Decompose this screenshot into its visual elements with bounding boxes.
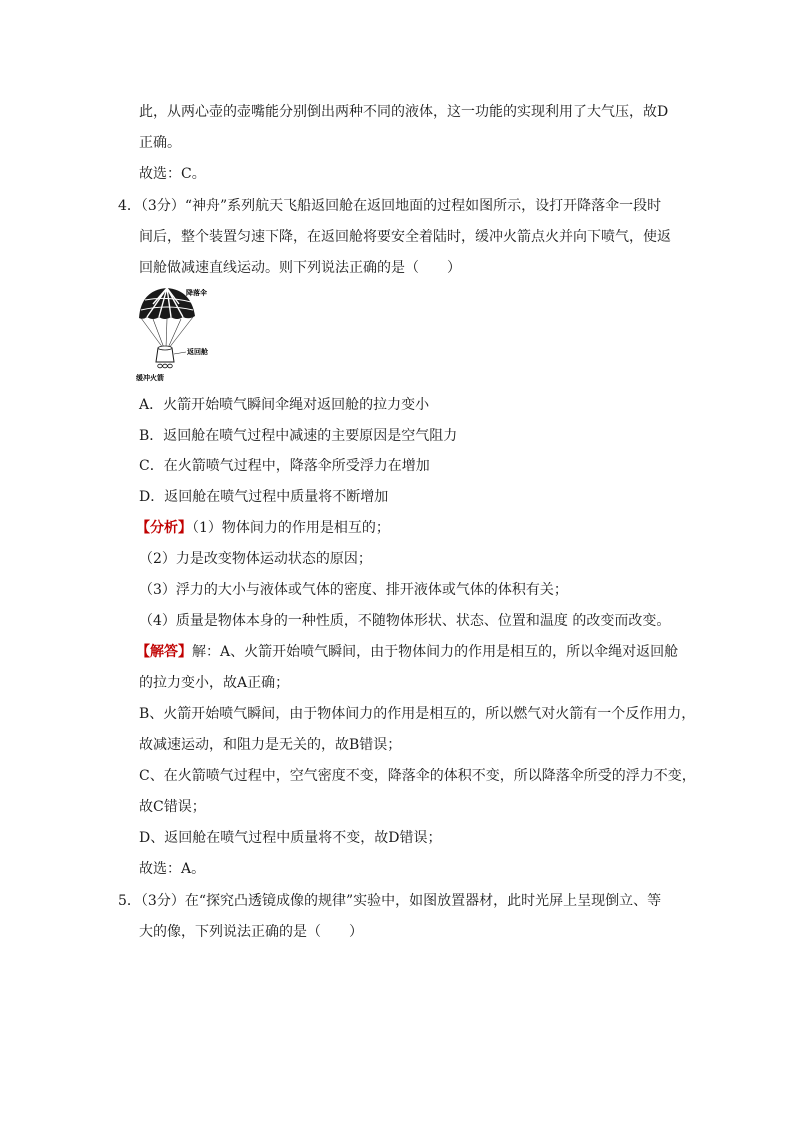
answer-line: 故选：A。 <box>139 861 206 877</box>
rocket-label: 缓冲火箭 <box>136 374 164 382</box>
solution-line: 故减速运动，和阻力是无关的，故B错误； <box>139 737 402 753</box>
solution-line: 的拉力变小，故A正确； <box>139 675 290 691</box>
capsule-illustration <box>156 346 186 368</box>
solution-line: C、在火箭喷气过程中，空气密度不变，降落伞的体积不变，所以降落伞所受的浮力不变， <box>139 768 696 784</box>
solution-line: D、返回舱在喷气过程中质量将不变，故D错误； <box>139 830 442 846</box>
text-line: 正确。 <box>139 135 181 151</box>
solution-line: 故C错误； <box>139 799 206 815</box>
parachute-canopy-illustration <box>139 288 195 348</box>
question-stem: 回舱做减速直线运动。则下列说法正确的是（ ） <box>139 260 461 276</box>
question-stem: 4．（3分）“神舟”系列航天飞船返回舱在返回地面的过程如图所示，设打开降落伞一段时 <box>118 198 662 214</box>
question-stem: 5．（3分）在“探究凸透镜成像的规律”实验中，如图放置器材，此时光屏上呈现倒立、等 <box>118 893 662 909</box>
parachute-label: 降落伞 <box>186 289 207 297</box>
solution-text: 解：A、火箭开始喷气瞬间，由于物体间力的作用是相互的，所以伞绳对返回舱 <box>192 644 679 660</box>
question-stem: 间后，整个装置匀速下降，在返回舱将要安全着陆时，缓冲火箭点火并向下喷气，使返 <box>139 229 671 245</box>
option-b: B．返回舱在喷气过程中减速的主要原因是空气阻力 <box>139 428 458 444</box>
analysis-line <box>136 518 390 538</box>
analysis-line: （4）质量是物体本身的一种性质，不随物体形状、状态、位置和温度 的改变而改变。 <box>139 613 671 629</box>
option-a: A．火箭开始喷气瞬间伞绳对返回舱的拉力变小 <box>139 397 430 413</box>
analysis-line: （3）浮力的大小与液体或气体的密度、排开液体或气体的体积有关； <box>139 582 568 598</box>
answer-line: 故选：C。 <box>139 166 206 182</box>
solution-line: B、火箭开始喷气瞬间，由于物体间力的作用是相互的，所以燃气对火箭有一个反作用力， <box>139 706 696 722</box>
option-c: C．在火箭喷气过程中，降落伞所受浮力在增加 <box>139 458 430 474</box>
solution-tag: 【解答】 <box>136 644 192 660</box>
analysis-text: （1）物体间力的作用是相互的； <box>192 520 390 536</box>
analysis-line: （2）力是改变物体运动状态的原因； <box>139 551 372 567</box>
option-d: D．返回舱在喷气过程中质量将不断增加 <box>139 489 389 505</box>
capsule-label: 返回舱 <box>187 348 208 356</box>
analysis-tag: 【分析】 <box>136 520 192 536</box>
text-line: 此，从两心壶的壶嘴能分别倒出两种不同的液体，这一功能的实现利用了大气压，故D <box>139 104 669 120</box>
question-stem: 大的像，下列说法正确的是（ ） <box>139 924 363 940</box>
parachute-figure <box>133 286 233 384</box>
solution-line <box>136 642 678 662</box>
